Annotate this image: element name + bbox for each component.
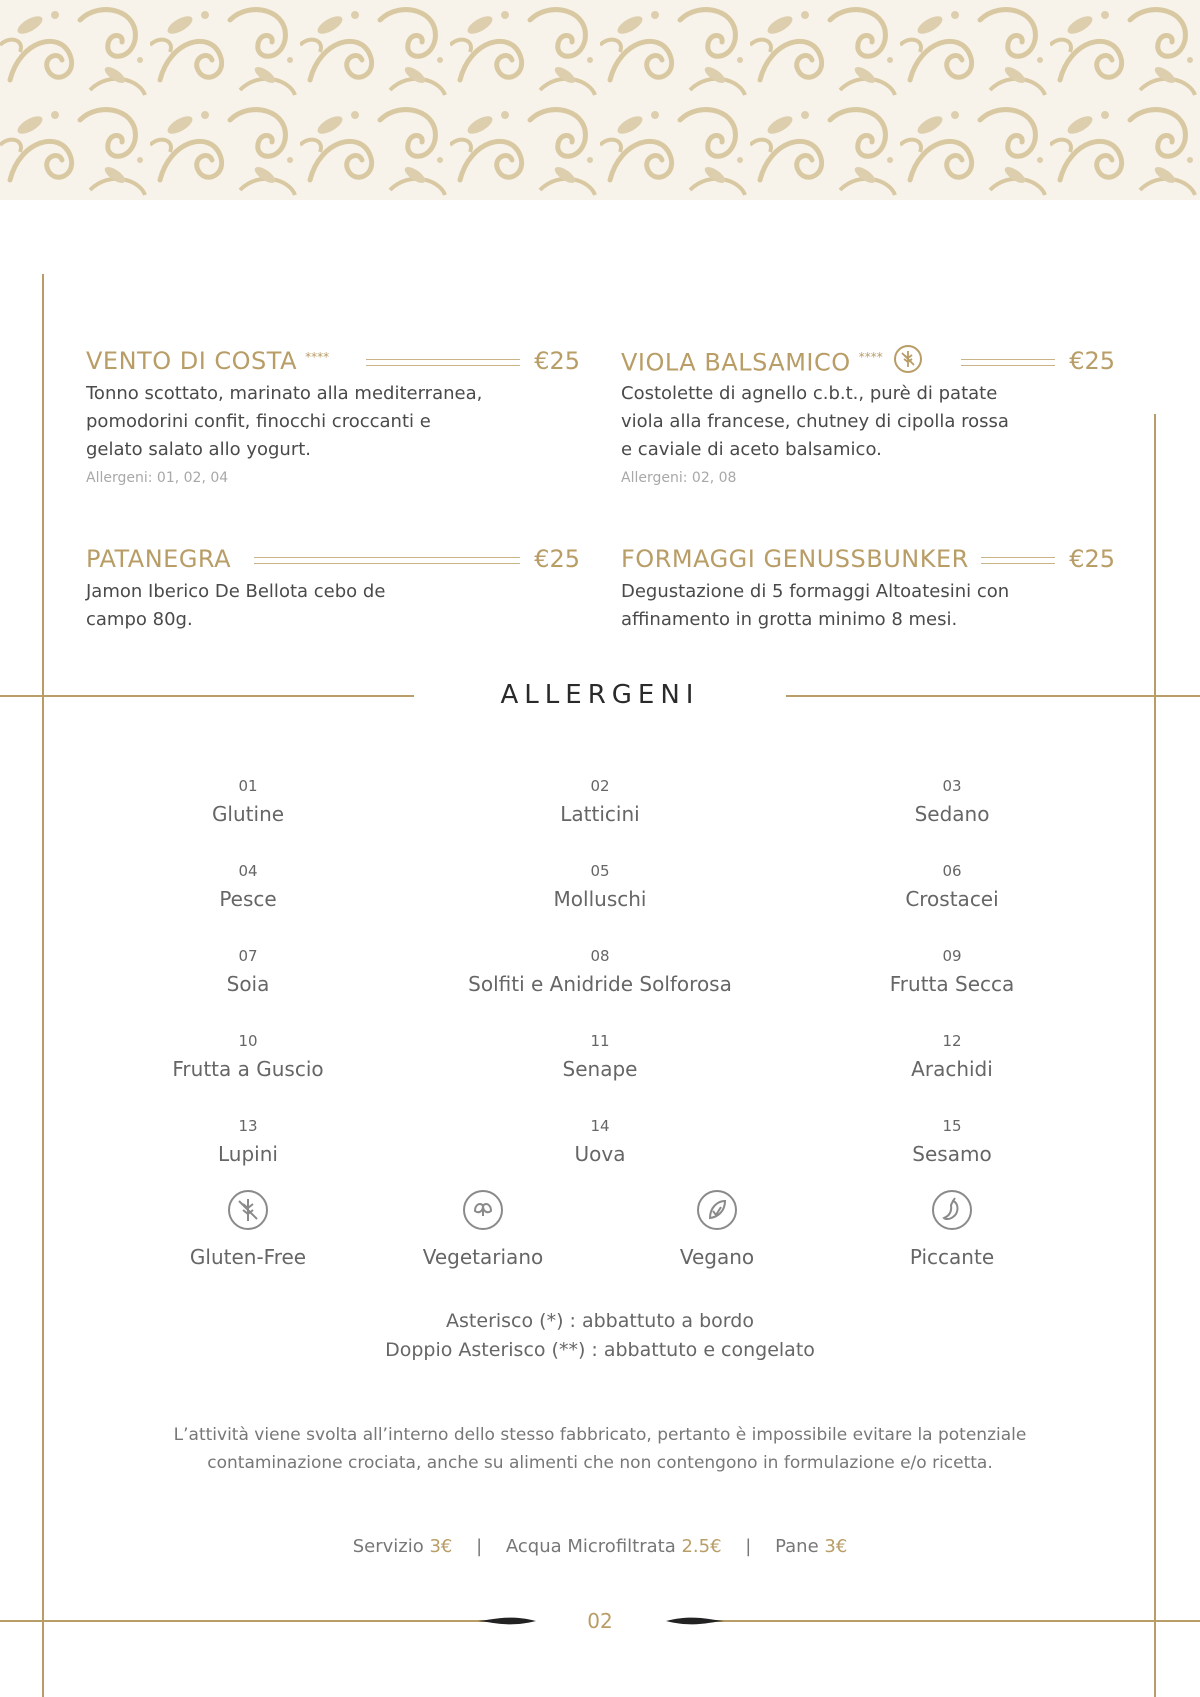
asterisk-note: Asterisco (*) : abbattuto a bordo (446, 1310, 754, 1332)
dotted-rule (254, 557, 520, 564)
menu-item (86, 542, 580, 634)
vegetarian-icon (462, 1189, 504, 1231)
allergen-item: 10 Frutta a Guscio (172, 1032, 324, 1081)
dish-price: €25 (1061, 542, 1115, 576)
allergen-item: 05 Molluschi (553, 862, 647, 911)
dish-name: VIOLA BALSAMICO **** (621, 344, 931, 383)
legend-piccante: Piccante (852, 1189, 1052, 1269)
allergen-item: 07 Soia (226, 947, 270, 996)
gluten-free-icon (893, 344, 923, 383)
acqua-price: 2.5€ (681, 1536, 722, 1557)
dotted-rule (366, 359, 520, 366)
chili-icon (931, 1189, 973, 1231)
dish-description: Tonno scottato, marinato alla mediterranea, pomodorini confit, finocchi croccanti e gelato salato allo yogurt. (86, 383, 483, 460)
dish-price: €25 (526, 344, 580, 378)
frame-right-line (1154, 414, 1156, 1697)
dish-description: Jamon Iberico De Bellota cebo de campo 80g. (86, 581, 386, 630)
page-number: 02 (587, 1609, 613, 1633)
servizio-label: Servizio (352, 1536, 424, 1557)
dish-price: €25 (526, 542, 580, 576)
allergen-item: 06 Crostacei (905, 862, 999, 911)
allergen-item: 11 Senape (562, 1032, 638, 1081)
double-asterisk-note: Doppio Asterisco (**) : abbattuto e congelato (385, 1339, 815, 1361)
pane-label: Pane (775, 1536, 819, 1557)
dish-name: FORMAGGI GENUSSBUNKER (621, 542, 977, 576)
dish-description: Degustazione di 5 formaggi Altoatesini con affinamento in grotta minimo 8 mesi. (621, 581, 1010, 630)
dish-allergens: Allergeni: 01, 02, 04 (86, 470, 229, 486)
allergen-item: 08 Solfiti e Anidride Solforosa (468, 947, 732, 996)
menu-item (621, 542, 1115, 634)
dish-description: Costolette di agnello c.b.t., purè di patate viola alla francese, chutney di cipolla rossa e caviale di aceto balsamico. (621, 383, 1009, 460)
allergen-item: 04 Pesce (219, 862, 277, 911)
extras-prices (0, 1536, 1200, 1557)
allergen-item: 14 Uova (574, 1117, 626, 1166)
vegan-icon (696, 1189, 738, 1231)
allergen-item: 15 Sesamo (912, 1117, 992, 1166)
allergen-item: 12 Arachidi (911, 1032, 993, 1081)
dish-price: €25 (1061, 344, 1115, 378)
menu-item (86, 344, 580, 486)
gluten-free-icon (227, 1189, 269, 1231)
stars: **** (858, 350, 883, 364)
cross-contamination-disclaimer: L’attività viene svolta all’interno dello stesso fabbricato, pertanto è impossibile evitare la potenziale contaminazione crociata, anche su alimenti che non contengono in formulazione e/o ricetta. (173, 1425, 1027, 1473)
allergeni-title: ALLERGENI (500, 680, 700, 710)
legend-gluten-free: Gluten-Free (148, 1189, 348, 1269)
allergen-item: 02 Latticini (560, 777, 640, 826)
allergen-item: 03 Sedano (914, 777, 990, 826)
damask-ornament (0, 0, 1200, 200)
stars: **** (305, 350, 330, 364)
dish-name: PATANEGRA (86, 542, 239, 576)
acqua-label: Acqua Microfiltrata (505, 1536, 676, 1557)
pane-price: 3€ (824, 1536, 848, 1557)
separator: | (745, 1536, 752, 1557)
dotted-rule (981, 557, 1055, 564)
legend-vegetariano: Vegetariano (383, 1189, 583, 1269)
dish-name: VENTO DI COSTA **** (86, 344, 337, 378)
dotted-rule (961, 359, 1055, 366)
menu-item (621, 344, 1115, 486)
allergen-item: 01 Glutine (211, 777, 285, 826)
separator: | (476, 1536, 483, 1557)
allergen-item: 13 Lupini (218, 1117, 278, 1166)
allergen-item: 09 Frutta Secca (889, 947, 1015, 996)
legend-vegano: Vegano (617, 1189, 817, 1269)
damask-banner (0, 0, 1200, 200)
servizio-price: 3€ (429, 1536, 453, 1557)
dish-allergens: Allergeni: 02, 08 (621, 470, 737, 486)
frame-left-line (42, 274, 44, 1697)
